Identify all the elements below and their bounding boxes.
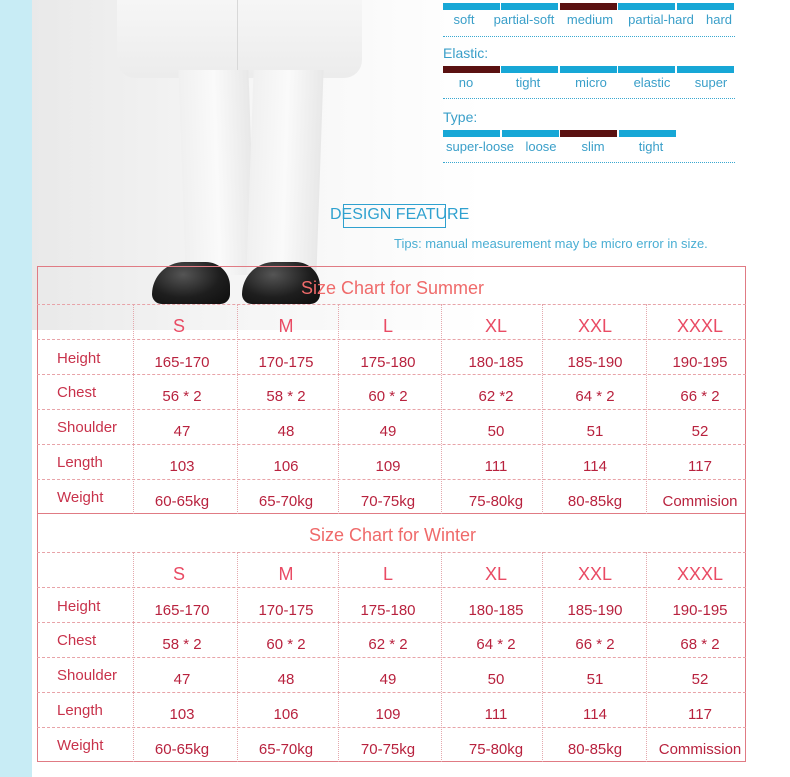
- table-cell: 66 * 2: [680, 388, 720, 405]
- elastic-label: super: [694, 75, 728, 90]
- size-header: XL: [484, 316, 508, 336]
- softness-label: medium: [566, 12, 614, 27]
- type-bars: [443, 130, 735, 137]
- softness-bar-medium: [560, 3, 617, 10]
- table-cell: 51: [586, 423, 604, 440]
- elastic-bar-micro: [560, 66, 617, 73]
- softness-label: soft: [453, 12, 475, 27]
- table-cell: 64 * 2: [575, 388, 615, 405]
- table-cell: 48: [277, 671, 295, 688]
- table-column-divider: [542, 304, 543, 514]
- table-cell: 65-70kg: [258, 741, 314, 758]
- size-header: XXXL: [676, 316, 724, 336]
- table-column-divider: [237, 552, 238, 762]
- elastic-bar-super: [677, 66, 734, 73]
- trouser-leg-left: [178, 70, 255, 275]
- size-header: XXXL: [676, 564, 724, 584]
- table-column-divider: [133, 304, 134, 514]
- table-cell: 180-185: [468, 354, 524, 371]
- size-header: M: [278, 564, 294, 584]
- table-cell: 58 * 2: [266, 388, 306, 405]
- table-cell: 66 * 2: [575, 636, 615, 653]
- table-cell: 170-175: [258, 354, 314, 371]
- table-cell: 114: [583, 706, 607, 723]
- table-cell: 117: [688, 458, 712, 475]
- elastic-label: tight: [515, 75, 541, 90]
- table-cell: 70-75kg: [360, 741, 416, 758]
- design-feature-heading: DESIGN FEATURE: [330, 206, 470, 223]
- table-cell: 109: [375, 458, 401, 475]
- row-label: Height: [57, 598, 101, 615]
- winter-chart-title: Size Chart for Winter: [308, 525, 477, 545]
- table-column-divider: [237, 304, 238, 514]
- table-cell: 49: [379, 671, 397, 688]
- row-label: Weight: [57, 489, 104, 506]
- table-cell: 170-175: [258, 602, 314, 619]
- size-header: L: [382, 564, 394, 584]
- table-cell: 103: [169, 458, 195, 475]
- table-divider: [37, 587, 746, 588]
- row-label: Shoulder: [57, 419, 118, 436]
- table-cell: 165-170: [154, 602, 210, 619]
- elastic-bar-no: [443, 66, 500, 73]
- type-rating: [443, 108, 735, 157]
- table-divider: [37, 304, 746, 305]
- row-label: Chest: [57, 632, 97, 649]
- table-cell: 165-170: [154, 354, 210, 371]
- softness-bars: [443, 3, 735, 10]
- divider: [443, 36, 735, 37]
- measurement-tips: Tips: manual measurement may be micro error in size.: [394, 236, 708, 251]
- row-label: Height: [57, 350, 101, 367]
- divider: [443, 162, 735, 163]
- table-cell: 60-65kg: [154, 493, 210, 510]
- table-cell: 58 * 2: [162, 636, 202, 653]
- table-column-divider: [441, 304, 442, 514]
- softness-label: partial-hard: [628, 12, 694, 27]
- size-header: XL: [484, 564, 508, 584]
- table-cell: 190-195: [672, 602, 728, 619]
- table-cell: 70-75kg: [360, 493, 416, 510]
- table-divider: [37, 552, 746, 553]
- table-divider: [37, 374, 746, 375]
- elastic-bars: [443, 66, 735, 73]
- table-cell: 185-190: [567, 602, 623, 619]
- type-bar-super-loose: [443, 130, 500, 137]
- size-header: XXL: [577, 564, 613, 584]
- table-cell: 75-80kg: [468, 741, 524, 758]
- type-title: Type:: [443, 109, 478, 125]
- row-label: Weight: [57, 737, 104, 754]
- table-cell: 62 *2: [478, 388, 514, 405]
- size-header: M: [278, 316, 294, 336]
- elastic-rating: [443, 44, 735, 93]
- softness-rating: [443, 3, 735, 30]
- elastic-bar-tight: [501, 66, 558, 73]
- table-cell: 180-185: [468, 602, 524, 619]
- lab-coat-hem: [117, 0, 362, 78]
- size-header: S: [172, 564, 186, 584]
- table-cell: 109: [375, 706, 401, 723]
- table-cell: 64 * 2: [476, 636, 516, 653]
- row-label: Shoulder: [57, 667, 118, 684]
- table-column-divider: [542, 552, 543, 762]
- table-cell: 103: [169, 706, 195, 723]
- table-divider: [37, 444, 746, 445]
- table-cell: 50: [487, 423, 505, 440]
- softness-bar-soft: [443, 3, 500, 10]
- elastic-label: micro: [575, 75, 607, 90]
- table-cell: 52: [691, 671, 709, 688]
- table-cell: 75-80kg: [468, 493, 524, 510]
- softness-bar-partial-hard: [618, 3, 675, 10]
- table-divider: [37, 657, 746, 658]
- table-column-divider: [646, 552, 647, 762]
- table-cell: 80-85kg: [567, 493, 623, 510]
- trouser-leg-right: [246, 70, 323, 275]
- table-cell: 106: [273, 706, 299, 723]
- table-divider: [37, 339, 746, 340]
- size-header: S: [172, 316, 186, 336]
- table-cell: 47: [173, 423, 191, 440]
- table-cell: 111: [484, 706, 508, 723]
- softness-bar-hard: [677, 3, 734, 10]
- table-cell: 80-85kg: [567, 741, 623, 758]
- size-header: XXL: [577, 316, 613, 336]
- table-cell: 47: [173, 671, 191, 688]
- type-label: tight: [638, 139, 664, 154]
- divider: [443, 98, 735, 99]
- elastic-label: elastic: [633, 75, 671, 90]
- row-label: Chest: [57, 384, 97, 401]
- type-label: loose: [525, 139, 557, 154]
- elastic-label: no: [458, 75, 474, 90]
- table-divider: [37, 479, 746, 480]
- table-column-divider: [646, 304, 647, 514]
- coat-seam: [237, 0, 238, 70]
- table-divider: [37, 409, 746, 410]
- table-cell: Commision: [662, 493, 738, 510]
- softness-label: partial-soft: [493, 12, 555, 27]
- table-cell: 114: [583, 458, 607, 475]
- table-divider: [37, 622, 746, 623]
- table-cell: 60 * 2: [266, 636, 306, 653]
- table-cell: 185-190: [567, 354, 623, 371]
- table-cell: 175-180: [360, 354, 416, 371]
- table-cell: 50: [487, 671, 505, 688]
- type-label: slim: [581, 139, 605, 154]
- table-cell: 68 * 2: [680, 636, 720, 653]
- table-column-divider: [338, 304, 339, 514]
- type-bar-tight: [619, 130, 676, 137]
- elastic-bar-elastic: [618, 66, 675, 73]
- table-cell: 56 * 2: [162, 388, 202, 405]
- table-cell: 52: [691, 423, 709, 440]
- softness-label: hard: [705, 12, 733, 27]
- table-cell: 65-70kg: [258, 493, 314, 510]
- table-cell: 48: [277, 423, 295, 440]
- table-cell: Commission: [658, 741, 742, 758]
- table-cell: 190-195: [672, 354, 728, 371]
- type-bar-loose: [502, 130, 559, 137]
- table-cell: 51: [586, 671, 604, 688]
- table-cell: 60 * 2: [368, 388, 408, 405]
- row-label: Length: [57, 454, 103, 471]
- summer-chart-title: Size Chart for Summer: [300, 278, 485, 298]
- table-cell: 106: [273, 458, 299, 475]
- design-feature-frame: [343, 204, 446, 228]
- table-cell: 111: [484, 458, 508, 475]
- softness-bar-partial-soft: [501, 3, 558, 10]
- table-divider: [37, 727, 746, 728]
- size-header: L: [382, 316, 394, 336]
- table-column-divider: [338, 552, 339, 762]
- elastic-title: Elastic:: [443, 45, 489, 61]
- table-column-divider: [441, 552, 442, 762]
- table-cell: 175-180: [360, 602, 416, 619]
- table-cell: 49: [379, 423, 397, 440]
- table-cell: 62 * 2: [368, 636, 408, 653]
- table-cell: 60-65kg: [154, 741, 210, 758]
- type-bar-slim: [560, 130, 617, 137]
- table-divider: [37, 692, 746, 693]
- row-label: Length: [57, 702, 103, 719]
- table-column-divider: [133, 552, 134, 762]
- table-cell: 117: [688, 706, 712, 723]
- type-label: super-loose: [446, 139, 514, 154]
